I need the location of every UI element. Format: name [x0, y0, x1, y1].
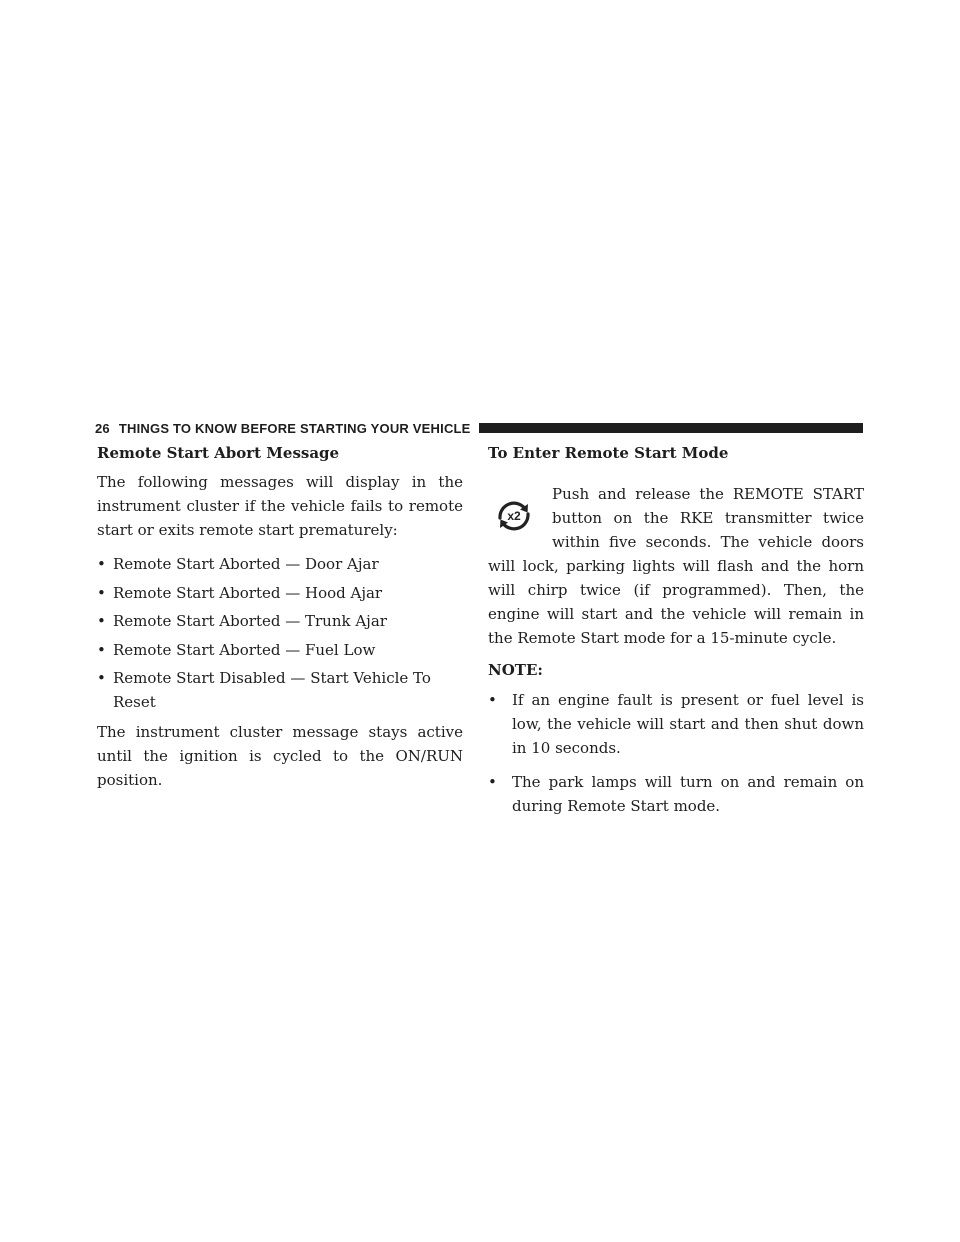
- abort-message-intro: The following messages will display in the instrument cluster if the vehicle fails to remote start or exits remote start prematurely:: [97, 473, 463, 539]
- header-rule: [479, 423, 863, 433]
- list-item-text: Remote Start Aborted — Trunk Ajar: [113, 612, 387, 631]
- abort-message-list: [97, 552, 463, 714]
- list-item-text: The park lamps will turn on and remain on during Remote Start mode.: [512, 773, 864, 815]
- section-title: THINGS TO KNOW BEFORE STARTING YOUR VEHICLE: [118, 420, 471, 436]
- list-item: [488, 688, 864, 760]
- note-label: NOTE:: [488, 661, 543, 679]
- bullet: •: [97, 669, 106, 688]
- page-header: [95, 417, 863, 439]
- bullet: •: [488, 691, 497, 709]
- list-item: [488, 770, 864, 818]
- list-item-text: If an engine fault is present or fuel level is low, the vehicle will start and then shut down in 10 seconds.: [512, 691, 864, 757]
- note-list: [488, 688, 864, 818]
- list-item: [97, 666, 463, 714]
- list-item: [97, 552, 463, 576]
- bullet: •: [97, 612, 106, 631]
- list-item: [97, 581, 463, 605]
- list-item-text: Remote Start Aborted — Fuel Low: [113, 640, 376, 659]
- list-item-text: Remote Start Aborted — Hood Ajar: [113, 583, 383, 602]
- bullet: •: [97, 583, 106, 602]
- remote-start-x2-icon: [488, 490, 540, 542]
- bullet: •: [97, 555, 106, 573]
- right-column: [488, 441, 864, 828]
- bullet: •: [488, 773, 497, 791]
- icon-label: x2: [507, 509, 521, 523]
- abort-message-closing: The instrument cluster message stays active until the ignition is cycled to the ON/RUN position.: [97, 723, 463, 790]
- list-item: [97, 638, 463, 662]
- list-item-text: Remote Start Aborted — Door Ajar: [113, 555, 379, 573]
- remote-start-instructions: [488, 482, 864, 650]
- page-number: 26: [95, 420, 110, 436]
- abort-message-heading: Remote Start Abort Message: [97, 444, 340, 462]
- enter-remote-start-heading: To Enter Remote Start Mode: [488, 444, 729, 462]
- remote-start-body: Push and release the REMOTE START button on the RKE transmitter twice within five seconds. The vehicle doors will lock, parking lights will flash and the horn will chirp twice (if programmed). Then, the engine will start and the vehicle will remain in the Remote Start mode for a 15-minute cycle.: [488, 485, 864, 647]
- bullet: •: [97, 640, 106, 659]
- list-item-text: Remote Start Disabled — Start Vehicle To Reset: [113, 669, 431, 712]
- left-column: [97, 441, 463, 792]
- list-item: [97, 609, 463, 633]
